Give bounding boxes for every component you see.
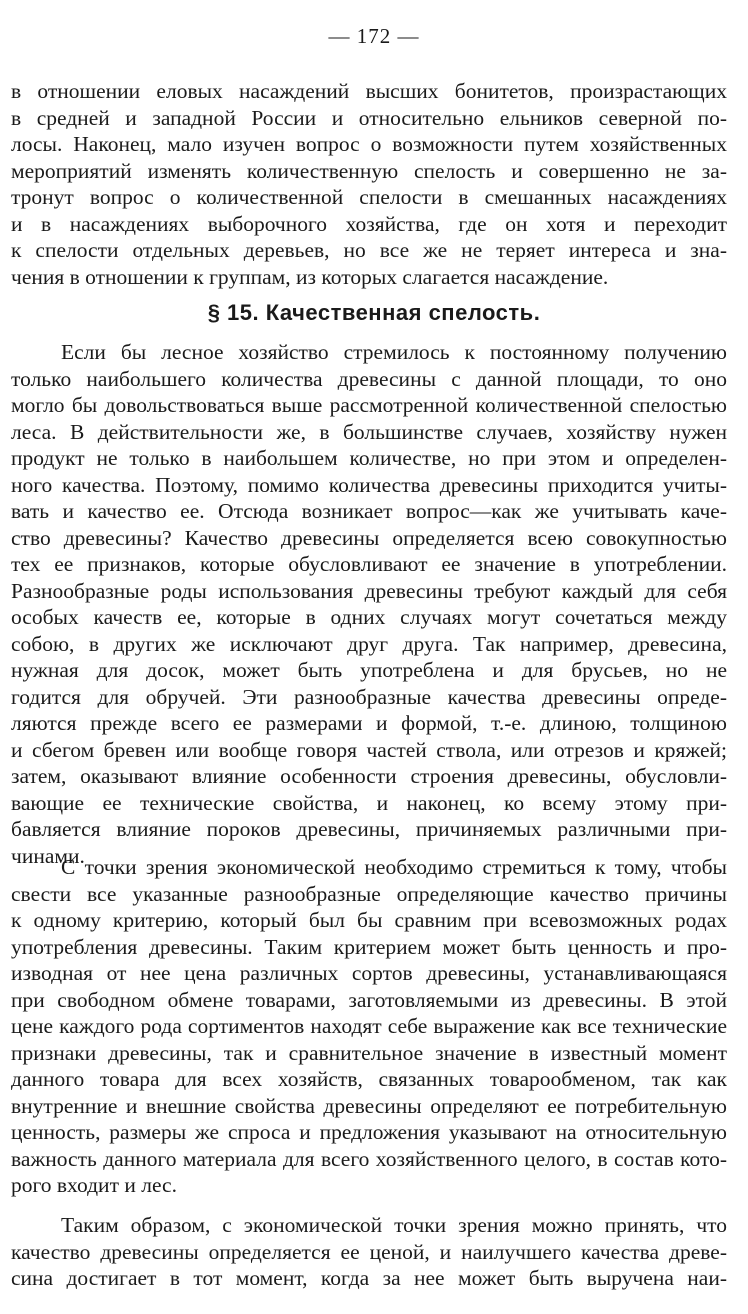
text-line: внутренние и внешние свойства древесины определяют ее потребительную [11, 1093, 727, 1118]
text-line: и сбегом бревен или вообще говоря частей ствола, или отрезов и кряжей; [11, 737, 727, 762]
text-line: особых качеств ее, которые в одних случаях могут сочетаться между [11, 605, 727, 629]
text-line: важность данного материала для всего хозяйственного целого, в состав кото- [11, 1146, 727, 1171]
text-line: ного качества. Поэтому, помимо количества древесины приходится учиты- [11, 472, 727, 497]
text-line: рого входит и лес. [11, 1173, 177, 1197]
text-line: бавляется влияние пороков древесины, причиняемых различными при- [11, 817, 727, 841]
text-line: ляются прежде всего ее размерами и формой, т.-е. длиною, толщиною [11, 711, 727, 735]
section-heading: § 15. Качественная спелость. [207, 300, 541, 325]
text-line: вать и качество ее. Отсюда возникает вопрос—как же учитывать каче- [11, 499, 727, 523]
text-line: вающие ее технические свойства, и наконец, ко всему этому при- [11, 790, 727, 815]
text-line: сина достигает в тот момент, когда за нее может быть выручена наи- [11, 1266, 727, 1290]
text-line: и в насаждениях выборочного хозяйства, где он хотя и переходит [11, 211, 727, 236]
text-line: чения в отношении к группам, из которых слагается насаждение. [11, 264, 609, 289]
intro-paragraph [11, 78, 727, 290]
text-line: цене каждого рода сортиментов находят себе выражение как все технические [11, 1014, 727, 1038]
text-line: чинами. [11, 843, 85, 868]
text-line: только наибольшего количества древесины с данной площади, то оно [11, 366, 727, 391]
text-line: к спелости отдельных деревьев, но все же не теряет интереса и зна- [11, 238, 727, 262]
text-line: тронут вопрос о количественной спелости в смешанных насаждениях [11, 185, 727, 209]
text-line: к одному критерию, который был бы сравним при всевозможных родах [11, 908, 727, 932]
text-line: годится для обручей. Эти разнообразные качества древесины опреде- [11, 684, 727, 709]
text-line: затем, оказывают влияние особенности строения древесины, обусловли- [11, 764, 727, 788]
text-line: Разнообразные роды использования древесины требуют каждый для себя [11, 578, 727, 603]
text-line: свести все указанные разнообразные определяющие качество причины [11, 881, 727, 906]
text-line: собою, в других же исключают друг друга. Так например, древесина, [11, 631, 727, 656]
page-number: — 172 — [328, 24, 420, 48]
text-line: могло бы довольствоваться выше рассмотренной количественной спелостью [11, 393, 727, 417]
text-line: Если бы лесное хозяйство стремилось к постоянному получению [61, 340, 727, 364]
text-line: данного товара для всех хозяйств, связанных товарообменом, так как [11, 1067, 727, 1091]
text-line: С точки зрения экономической необходимо стремиться к тому, чтобы [61, 855, 727, 879]
text-line: в средней и западной России и относительно ельников северной по- [11, 105, 727, 130]
text-line: качество древесины определяется ее ценой, и наилучшего качества древе- [11, 1239, 727, 1264]
text-line: изводная от нее цена различных сортов древесины, устанавливающаяся [11, 961, 727, 985]
text-line: ство древесины? Качество древесины определяется всею совокупностью [11, 525, 727, 550]
paragraph-economic-criterion [11, 854, 727, 1199]
paragraph-conclusion [11, 1212, 727, 1292]
text-line: мероприятий изменять количественную спелость и совершенно не за- [11, 158, 727, 183]
text-line: ценность, размеры же спроса и предложения указывают на относительную [11, 1120, 727, 1144]
text-line: Таким образом, с экономической точки зрения можно принять, что [61, 1213, 727, 1237]
text-line: нужная для досок, может быть употреблена и для брусьев, но не [11, 658, 727, 682]
text-line: продукт не только в наибольшем количестве, но при этом и определен- [11, 446, 727, 470]
text-line: употребления древесины. Таким критерием может быть ценность и про- [11, 934, 727, 959]
text-line: лосы. Наконец, мало изучен вопрос о возможности путем хозяйственных [11, 132, 727, 156]
text-line: тех ее признаков, которые обусловливают ее значение в употреблении. [11, 552, 727, 576]
text-line: при свободном обмене товарами, заготовляемыми из древесины. В этой [11, 987, 727, 1012]
paragraph-quality-ripeness [11, 339, 727, 869]
text-line: в отношении еловых насаждений высших бонитетов, произрастающих [11, 79, 727, 103]
text-line: леса. В действительности же, в большинстве случаев, хозяйству нужен [11, 419, 727, 444]
text-line: признаки древесины, так и сравнительное значение в известный момент [11, 1040, 727, 1065]
